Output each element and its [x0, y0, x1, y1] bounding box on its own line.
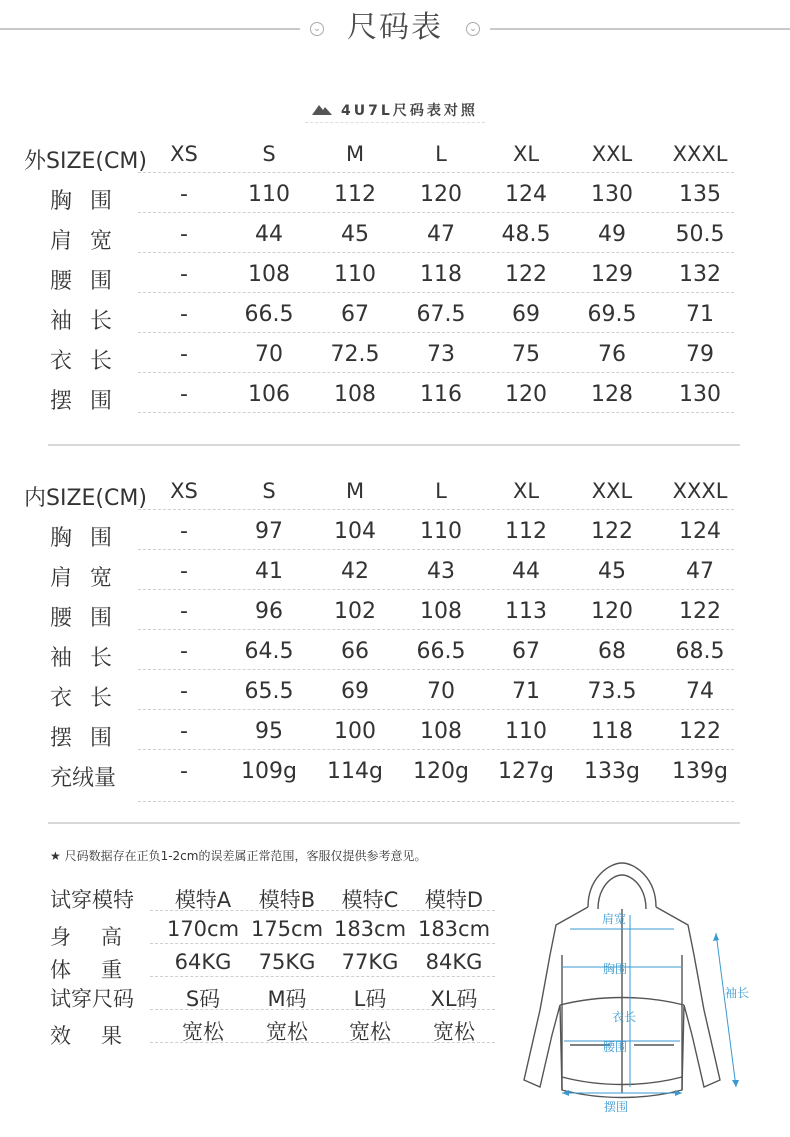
subtitle-underline: [305, 122, 485, 123]
table-cell: -: [180, 222, 188, 247]
table-cell: 108: [334, 382, 376, 407]
row-divider: [138, 669, 734, 670]
table-cell: 47: [427, 222, 455, 247]
table-cell: 104: [334, 519, 376, 544]
table-cell: 130: [679, 382, 721, 407]
size-header-cell: S: [262, 479, 276, 503]
table-cell: 41: [255, 559, 283, 584]
table-cell: 129: [591, 262, 633, 287]
mountain-logo-icon: [312, 103, 337, 119]
model-row: [0, 950, 500, 984]
table-row: [0, 382, 790, 422]
table-row: [0, 342, 790, 382]
table-cell: -: [180, 382, 188, 407]
row-label: 摆围: [50, 726, 131, 751]
table-cell: 133g: [584, 759, 640, 784]
size-note: ★ 尺码数据存在正负1-2cm的误差属正常范围，客服仅提供参考意见。: [50, 849, 427, 863]
table-cell: -: [180, 342, 188, 367]
model-cell: 宽松: [433, 1020, 475, 1044]
subtitle-text: 4U7L尺码表对照: [341, 103, 478, 119]
table-cell: 44: [512, 559, 540, 584]
row-label: 腰围: [50, 269, 131, 294]
table-cell: 73: [427, 342, 455, 367]
model-cell: 77KG: [341, 950, 399, 974]
table-cell: -: [180, 182, 188, 207]
table-cell: 110: [420, 519, 462, 544]
table-cell: 130: [591, 182, 633, 207]
table-cell: 122: [505, 262, 547, 287]
diagram-label-hem: 摆围: [604, 1100, 629, 1114]
divider: [48, 822, 740, 824]
table-cell: 70: [255, 342, 283, 367]
table-cell: 95: [255, 719, 283, 744]
table-cell: 120: [591, 599, 633, 624]
table-row: [0, 719, 790, 759]
row-divider: [138, 629, 734, 630]
row-divider: [138, 292, 734, 293]
model-cell: XL码: [430, 987, 478, 1011]
model-row-label: 体重: [50, 958, 152, 982]
table-cell: 64.5: [244, 639, 294, 664]
divider: [48, 444, 740, 446]
model-cell: 模特D: [424, 888, 484, 912]
table-row: [0, 639, 790, 679]
size-header-cell: S: [262, 142, 276, 166]
size-header-cell: L: [435, 142, 447, 166]
table-cell: 68.5: [675, 639, 725, 664]
model-row: [0, 917, 500, 951]
table-cell: 108: [420, 599, 462, 624]
table-cell: 67.5: [416, 302, 466, 327]
model-row: [0, 1016, 500, 1050]
table-cell: 102: [334, 599, 376, 624]
table-cell: 96: [255, 599, 283, 624]
chevron-down-icon: ⌄: [310, 22, 324, 36]
table-cell: 45: [598, 559, 626, 584]
table-row: [0, 759, 790, 799]
size-header-row: [0, 479, 790, 519]
table-row: [0, 182, 790, 222]
model-cell: 183cm: [417, 917, 491, 941]
size-header-cell: XXXL: [672, 479, 728, 503]
row-divider: [138, 372, 734, 373]
diagram-label-sleeve: 袖长: [725, 986, 750, 1000]
row-divider: [138, 709, 734, 710]
row-divider: [138, 549, 734, 550]
table-cell: 49: [598, 222, 626, 247]
table-cell: 69: [512, 302, 540, 327]
row-label: 肩宽: [50, 566, 131, 591]
table-cell: 69.5: [587, 302, 637, 327]
table-cell: 73.5: [587, 679, 637, 704]
model-cell: 宽松: [349, 1020, 391, 1044]
row-label: 衣长: [50, 686, 131, 711]
table-cell: 109g: [241, 759, 297, 784]
table-cell: 74: [686, 679, 714, 704]
size-header-cell: XXXL: [672, 142, 728, 166]
row-divider: [138, 332, 734, 333]
table-cell: 118: [420, 262, 462, 287]
table-cell: 66.5: [244, 302, 294, 327]
table-cell: 110: [248, 182, 290, 207]
table-row: [0, 559, 790, 599]
table-cell: 124: [679, 519, 721, 544]
model-row: [0, 983, 500, 1017]
table-cell: 70: [427, 679, 455, 704]
row-label: 腰围: [50, 606, 131, 631]
model-cell: 宽松: [182, 1020, 224, 1044]
table-cell: -: [180, 639, 188, 664]
table-cell: 43: [427, 559, 455, 584]
model-row-label: 试穿尺码: [50, 987, 134, 1011]
row-divider: [138, 749, 734, 750]
row-divider: [138, 509, 734, 510]
size-header-cell: M: [345, 479, 365, 503]
table-cell: 45: [341, 222, 369, 247]
chevron-down-icon: ⌄: [466, 22, 480, 36]
size-header-cell: XS: [170, 142, 198, 166]
size-header-cell: XL: [512, 479, 540, 503]
table-cell: 71: [686, 302, 714, 327]
row-label: 胸围: [50, 526, 131, 551]
table-cell: 75: [512, 342, 540, 367]
size-table-label: 内SIZE(CM): [24, 486, 147, 511]
table-cell: 72.5: [330, 342, 380, 367]
model-cell: 170cm: [166, 917, 240, 941]
diagram-label-shoulder: 肩宽: [602, 912, 627, 926]
table-cell: 110: [334, 262, 376, 287]
model-cell: L码: [353, 987, 387, 1011]
table-cell: 128: [591, 382, 633, 407]
table-cell: 120g: [413, 759, 469, 784]
row-label: 摆围: [50, 389, 131, 414]
model-cell: 84KG: [425, 950, 483, 974]
table-cell: 50.5: [675, 222, 725, 247]
table-cell: -: [180, 559, 188, 584]
jacket-diagram-icon: [510, 855, 780, 1125]
row-divider: [138, 252, 734, 253]
table-cell: -: [180, 519, 188, 544]
model-cell: 模特B: [258, 888, 316, 912]
model-cell: 模特A: [174, 888, 232, 912]
table-cell: 65.5: [244, 679, 294, 704]
model-cell: 模特C: [341, 888, 399, 912]
model-row-label: 身高: [50, 925, 152, 949]
row-divider: [138, 212, 734, 213]
size-header-cell: XXL: [591, 142, 633, 166]
table-row: [0, 222, 790, 262]
table-cell: 122: [679, 599, 721, 624]
row-divider: [150, 976, 495, 977]
model-cell: 183cm: [333, 917, 407, 941]
diagram-label-length: 衣长: [612, 1010, 637, 1024]
table-cell: 113: [505, 599, 547, 624]
table-cell: 69: [341, 679, 369, 704]
model-cell: 75KG: [258, 950, 316, 974]
table-cell: 100: [334, 719, 376, 744]
table-cell: 67: [512, 639, 540, 664]
table-cell: 139g: [672, 759, 728, 784]
size-header-cell: XL: [512, 142, 540, 166]
size-header-row: [0, 142, 790, 182]
row-divider: [150, 1009, 495, 1010]
row-divider: [138, 412, 734, 413]
table-cell: 97: [255, 519, 283, 544]
row-label: 肩宽: [50, 229, 131, 254]
row-divider: [150, 1042, 495, 1043]
model-cell: 宽松: [266, 1020, 308, 1044]
table-cell: -: [180, 262, 188, 287]
diagram-label-chest: 胸围: [603, 962, 628, 976]
table-cell: 127g: [498, 759, 554, 784]
table-cell: 135: [679, 182, 721, 207]
table-cell: 108: [248, 262, 290, 287]
size-header-cell: XXL: [591, 479, 633, 503]
row-divider: [138, 589, 734, 590]
row-label: 充绒量: [50, 766, 117, 791]
table-cell: -: [180, 302, 188, 327]
table-cell: 124: [505, 182, 547, 207]
table-cell: 114g: [327, 759, 383, 784]
table-cell: 122: [591, 519, 633, 544]
size-header-cell: L: [435, 479, 447, 503]
model-cell: 175cm: [250, 917, 324, 941]
table-cell: -: [180, 679, 188, 704]
table-cell: -: [180, 599, 188, 624]
model-row-label: 效果: [50, 1024, 152, 1048]
table-subtitle: [0, 100, 790, 120]
table-cell: 66.5: [416, 639, 466, 664]
table-row: [0, 679, 790, 719]
table-cell: 112: [505, 519, 547, 544]
table-cell: 132: [679, 262, 721, 287]
table-cell: 118: [591, 719, 633, 744]
table-row: [0, 302, 790, 342]
model-cell: S码: [185, 987, 221, 1011]
table-cell: 120: [505, 382, 547, 407]
table-cell: 71: [512, 679, 540, 704]
table-cell: 116: [420, 382, 462, 407]
size-table-label: 外SIZE(CM): [24, 149, 147, 174]
model-cell: M码: [267, 987, 307, 1011]
table-cell: 47: [686, 559, 714, 584]
table-cell: 76: [598, 342, 626, 367]
table-cell: 106: [248, 382, 290, 407]
table-cell: 112: [334, 182, 376, 207]
row-divider: [150, 910, 495, 911]
table-cell: -: [180, 719, 188, 744]
table-cell: 110: [505, 719, 547, 744]
table-cell: 122: [679, 719, 721, 744]
size-header-cell: M: [345, 142, 365, 166]
table-cell: -: [180, 759, 188, 784]
table-row: [0, 262, 790, 302]
page-title: 尺码表: [347, 10, 443, 45]
table-row: [0, 519, 790, 559]
model-cell: 64KG: [174, 950, 232, 974]
row-divider: [150, 943, 495, 944]
table-cell: 44: [255, 222, 283, 247]
row-label: 胸围: [50, 189, 131, 214]
table-cell: 42: [341, 559, 369, 584]
table-cell: 79: [686, 342, 714, 367]
table-cell: 120: [420, 182, 462, 207]
row-label: 袖长: [50, 646, 131, 671]
row-divider: [138, 172, 734, 173]
model-row: [0, 884, 500, 918]
model-row-label: 试穿模特: [50, 888, 134, 912]
row-divider: [138, 801, 734, 802]
row-label: 袖长: [50, 309, 131, 334]
table-cell: 48.5: [501, 222, 551, 247]
diagram-label-waist: 腰围: [603, 1040, 628, 1054]
table-row: [0, 599, 790, 639]
table-cell: 67: [341, 302, 369, 327]
table-cell: 68: [598, 639, 626, 664]
size-header-cell: XS: [170, 479, 198, 503]
table-cell: 66: [341, 639, 369, 664]
row-label: 衣长: [50, 349, 131, 374]
table-cell: 108: [420, 719, 462, 744]
